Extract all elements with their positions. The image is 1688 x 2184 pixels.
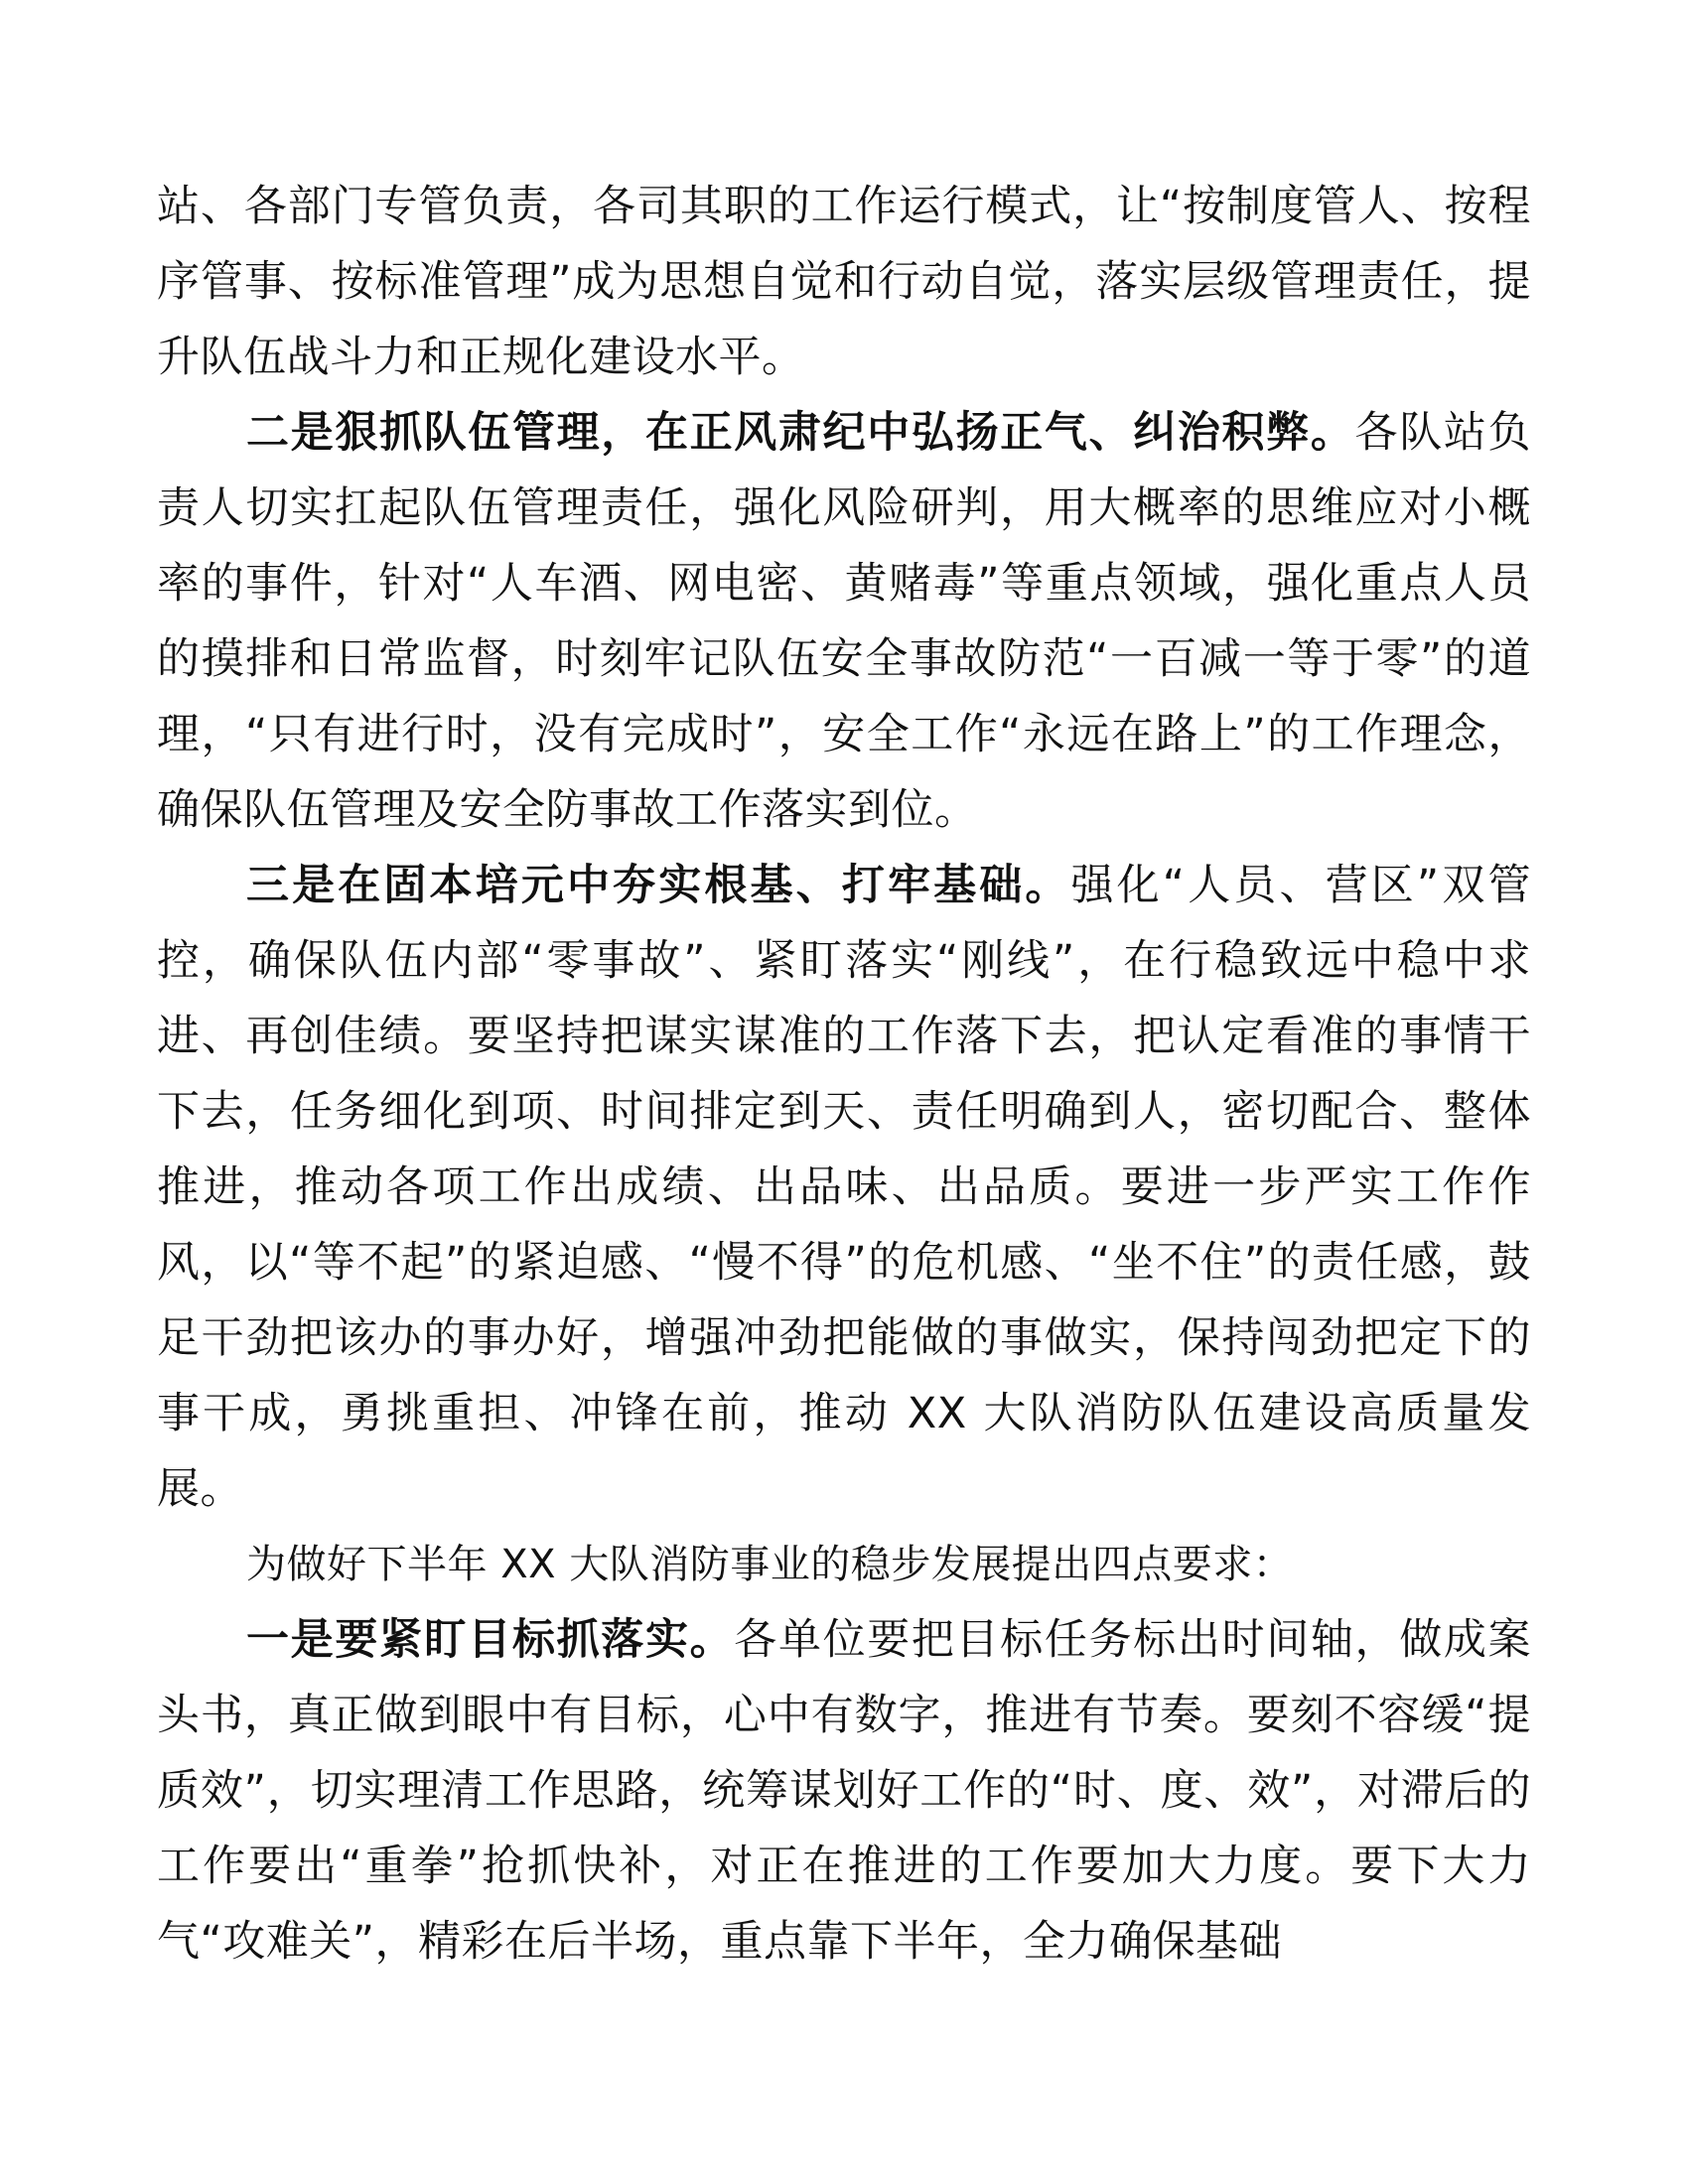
paragraph-2-heading: 二是狠抓队伍管理，在正风肃纪中弘扬正气、纠治积弊。: [246, 408, 1355, 458]
paragraph-1: [157, 169, 1531, 395]
document-body: [157, 169, 1531, 1979]
paragraph-1-text: 站、各部门专管负责，各司其职的工作运行模式，让“按制度管人、按程序管事、按标准管理”成为思想自觉和行动自觉，落实层级管理责任，提升队伍战斗力和正规化建设水平。: [157, 182, 1531, 382]
paragraph-3-heading: 三是在固本培元中夯实根基、打牢基础。: [246, 861, 1071, 910]
paragraph-3: [157, 848, 1531, 1527]
paragraph-2-text: 各队站负责人切实扛起队伍管理责任，强化风险研判，用大概率的思维应对小概率的事件，针对“人车酒、网电密、黄赌毒”等重点领域，强化重点人员的摸排和日常监督，时刻牢记队伍安全事故防范“一百减一等于零”的道理，“只有进行时，没有完成时”，安全工作“永远在路上”的工作理念，确保队伍管理及安全防事故工作落实到位。: [157, 408, 1532, 835]
paragraph-4-text: 为做好下半年 XX 大队消防事业的稳步发展提出四点要求：: [246, 1542, 1294, 1587]
paragraph-2: [157, 395, 1531, 848]
paragraph-5: [157, 1602, 1531, 1979]
paragraph-5-text: 各单位要把目标任务标出时间轴，做成案头书，真正做到眼中有目标，心中有数字，推进有节奏。要刻不容缓“提质效”，切实理清工作思路，统筹谋划好工作的“时、度、效”，对滞后的工作要出“重拳”抢抓快补，对正在推进的工作要加大力度。要下大力气“攻难关”，精彩在后半场，重点靠下半年，全力确保基础: [157, 1615, 1532, 1967]
paragraph-3-text: 强化“人员、营区”双管控，确保队伍内部“零事故”、紧盯落实“刚线”，在行稳致远中稳中求进、再创佳绩。要坚持把谋实谋准的工作落下去，把认定看准的事情干下去，任务细化到项、时间排定到天、责任明确到人，密切配合、整体推进，推动各项工作出成绩、出品味、出品质。要进一步严实工作作风，以“等不起”的紧迫感、“慢不得”的危机感、“坐不住”的责任感，鼓足干劲把该办的事办好，增强冲劲把能做的事做实，保持闯劲把定下的事干成，勇挑重担、冲锋在前，推动 XX 大队消防队伍建设高质量发展。: [157, 861, 1531, 1514]
paragraph-4: [157, 1527, 1531, 1602]
paragraph-5-heading: 一是要紧盯目标抓落实。: [246, 1615, 735, 1665]
